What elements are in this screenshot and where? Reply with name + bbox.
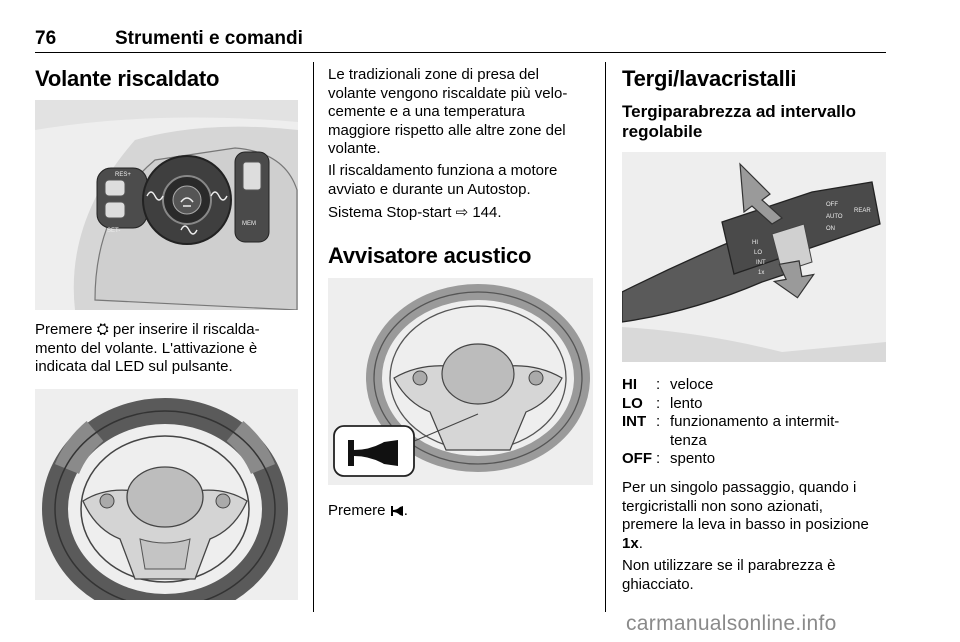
stop-start-page-link[interactable]: 144.	[472, 204, 502, 221]
subheading-line: Tergiparabrezza ad intervallo	[622, 102, 856, 121]
section-heading-heated-wheel: Volante riscaldato	[35, 66, 220, 91]
figure-horn	[328, 278, 593, 485]
lever-hi-label: HI	[752, 240, 758, 246]
lever-onex-label: 1x	[758, 270, 765, 276]
section-heading-wipers: Tergi/lavacristalli	[622, 66, 797, 91]
text-line: Le tradizionali zone di presa del	[328, 66, 539, 83]
definition-term: INT	[622, 413, 647, 430]
text-line: premere la leva in basso in posizione	[622, 516, 869, 533]
watermark: carmanualsonline.info	[626, 612, 837, 635]
lever-rear-label: REAR	[854, 208, 871, 214]
heated-wheel-paragraph	[35, 321, 305, 377]
section-heading-horn: Avvisatore acustico	[328, 243, 532, 268]
definition-colon: :	[656, 376, 661, 393]
heating-operation-paragraph	[328, 162, 598, 199]
horn-icon	[390, 504, 404, 516]
page-header	[35, 28, 885, 52]
definition-row	[622, 395, 892, 414]
set-label: SET-	[107, 228, 121, 234]
figure-wiper-lever	[622, 152, 886, 362]
definition-colon: :	[656, 413, 661, 430]
heated-wheel-continued-paragraph	[328, 66, 598, 159]
definition-desc: spento	[670, 450, 716, 467]
text-fragment: per inserire il riscalda-	[108, 321, 260, 338]
heated-wheel-icon: ⛭	[96, 321, 109, 338]
definition-colon: :	[656, 394, 661, 412]
stop-start-text: Sistema Stop-start	[328, 204, 452, 221]
text-line: volante.	[328, 140, 381, 157]
frozen-windshield-paragraph	[622, 557, 892, 594]
lever-lo-label: LO	[754, 250, 763, 256]
page-number: 76	[35, 28, 57, 49]
column-divider-2	[605, 62, 606, 612]
text-line: indicata dal LED sul pulsante.	[35, 358, 233, 375]
lever-auto-label: AUTO	[826, 214, 843, 220]
text-line: Per un singolo passaggio, quando i	[622, 479, 857, 496]
definition-colon: :	[656, 450, 661, 467]
text-fragment: .	[638, 534, 643, 552]
subheading-line: regolabile	[622, 122, 703, 141]
res-label: RES+	[115, 172, 131, 178]
single-wipe-paragraph	[622, 479, 892, 553]
text-line: volante vengono riscaldate più velo-	[328, 84, 568, 102]
lever-int-label: INT	[756, 260, 766, 266]
wiper-positions-list	[622, 376, 892, 469]
steering-wheel-illustration	[35, 389, 298, 600]
mem-label: MEM	[242, 221, 256, 227]
column-divider-1	[313, 62, 314, 612]
definition-term: HI	[622, 376, 637, 393]
definition-desc: funzionamento a intermit-tenza	[670, 413, 840, 449]
definition-row	[622, 413, 892, 450]
wiper-lever-illustration	[622, 152, 886, 362]
chapter-title: Strumenti e comandi	[115, 28, 303, 49]
horn-paragraph	[328, 502, 598, 521]
figure-steering-wheel-buttons	[35, 100, 298, 310]
horn-suffix: .	[403, 502, 408, 519]
definition-row	[622, 450, 892, 469]
horn-illustration	[328, 278, 593, 485]
definition-desc: lento	[670, 394, 703, 412]
text-line: mento del volante. L'attivazione è	[35, 339, 258, 357]
steering-buttons-illustration	[35, 100, 298, 310]
horn-text: Premere	[328, 502, 386, 519]
text-line: ghiacciato.	[622, 575, 694, 593]
text-line: cemente e a una temperatura	[328, 103, 525, 120]
definition-desc: veloce	[670, 376, 714, 393]
page-reference-arrow-icon: ⇨	[455, 204, 469, 221]
definition-term: LO	[622, 394, 643, 412]
lever-off-label: OFF	[826, 202, 838, 208]
lever-on-label: ON	[826, 226, 835, 232]
header-divider	[35, 52, 886, 53]
definition-term: OFF	[622, 450, 652, 467]
text-line: Non utilizzare se il parabrezza è	[622, 557, 836, 574]
definition-row	[622, 376, 892, 395]
single-wipe-position: 1x	[622, 534, 639, 552]
figure-steering-wheel-heated-zones	[35, 389, 298, 600]
text-line: maggiore rispetto alle altre zone del	[328, 121, 566, 139]
text-line: tergicristalli non sono azionati,	[622, 497, 823, 515]
text-line: Il riscaldamento funziona a motore	[328, 162, 558, 179]
subheading-intermittent-wiper	[622, 102, 856, 142]
text-line: avviato e durante un Autostop.	[328, 180, 531, 198]
text-fragment: Premere	[35, 321, 97, 338]
stop-start-reference	[328, 204, 598, 223]
